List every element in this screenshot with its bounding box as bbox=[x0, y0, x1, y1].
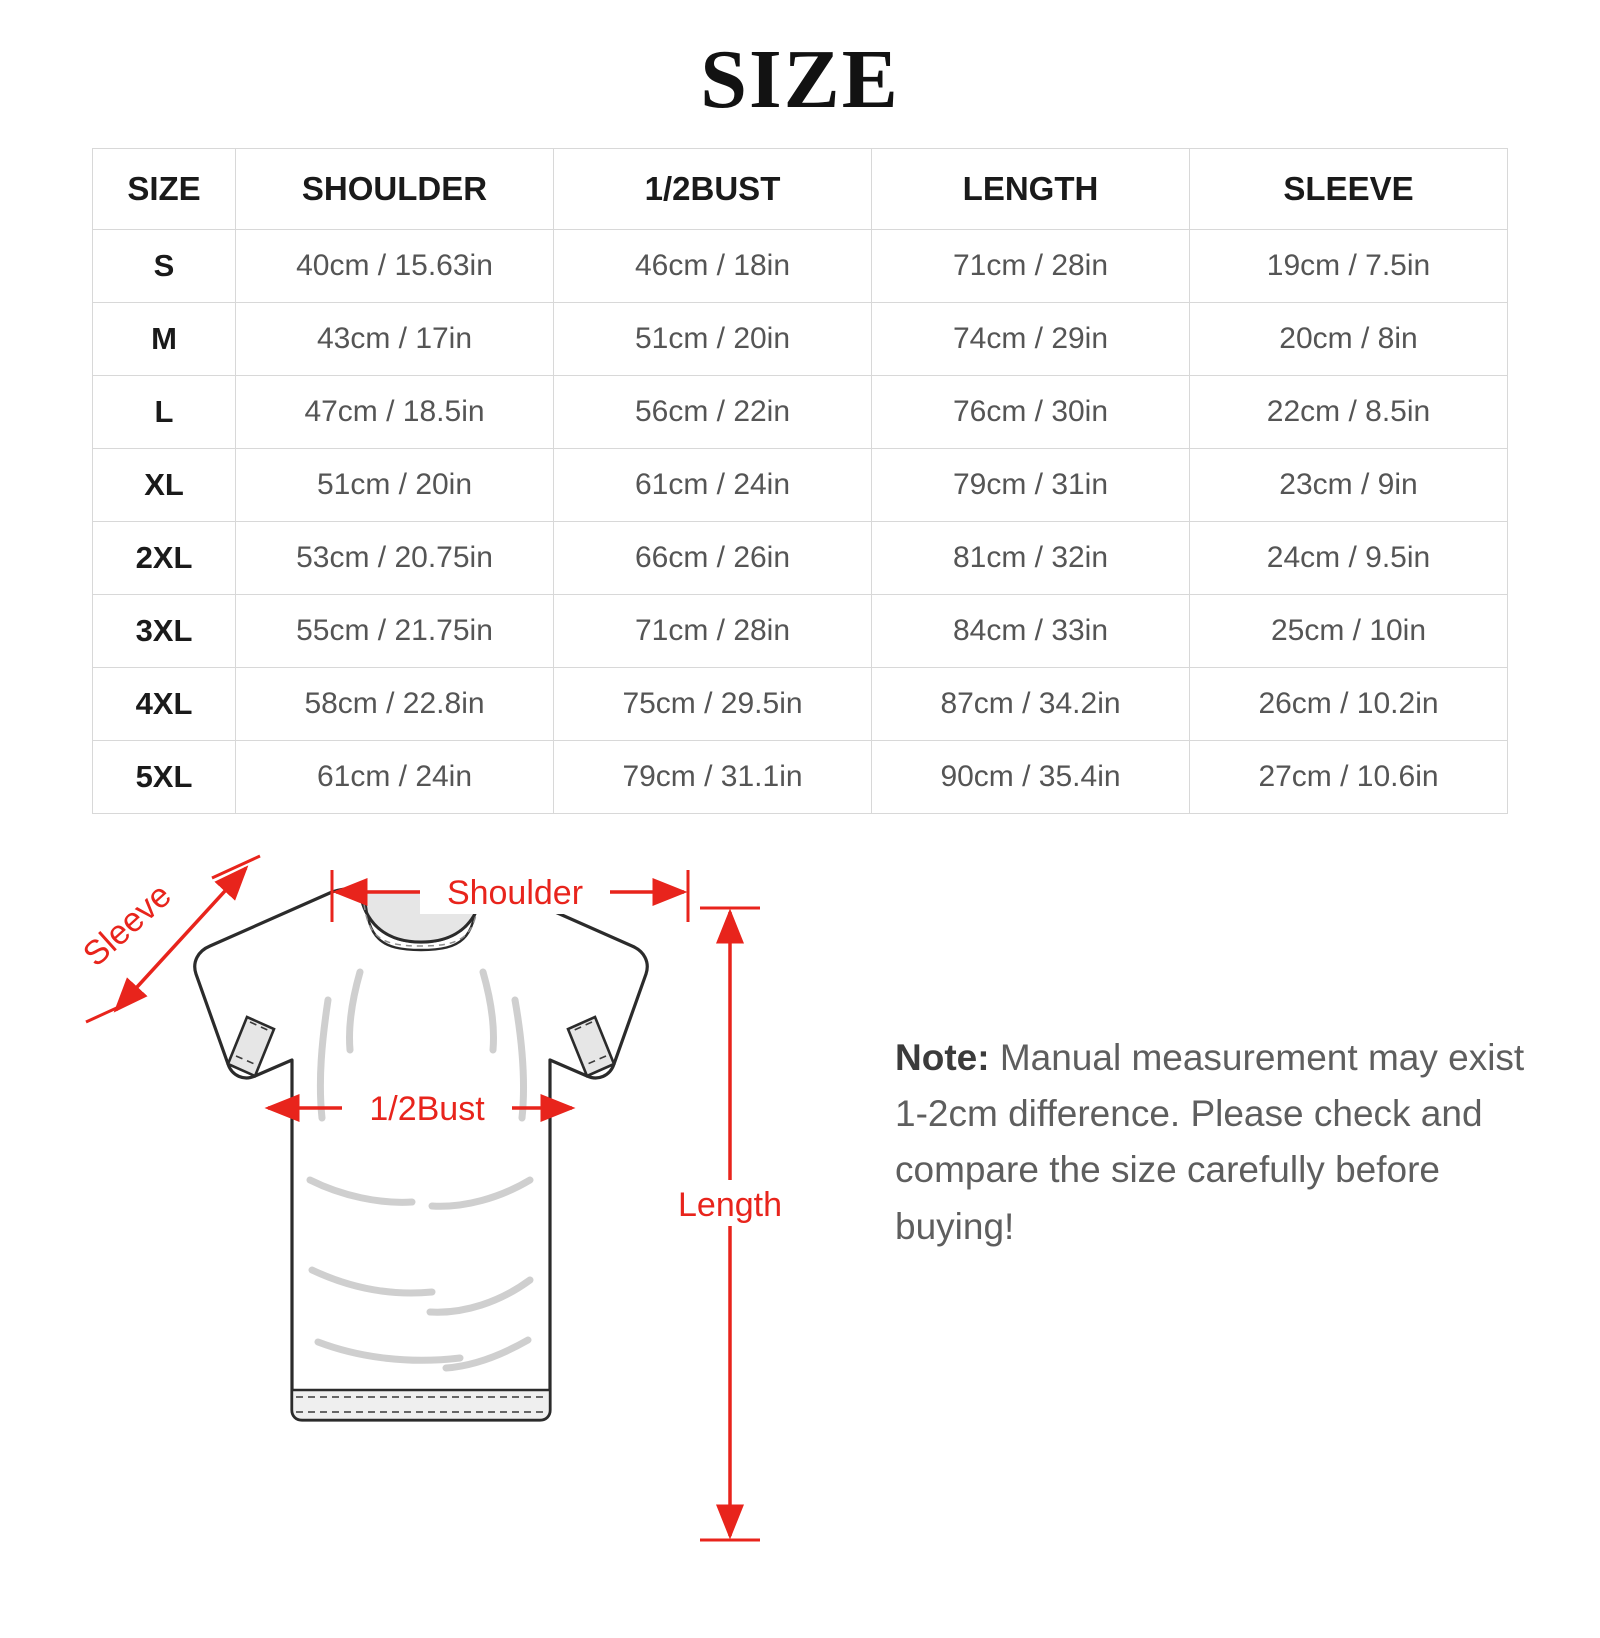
cell-size: M bbox=[93, 303, 236, 376]
label-shoulder: Shoulder bbox=[446, 874, 584, 912]
cell-sleeve: 20cm / 8in bbox=[1190, 303, 1508, 376]
size-chart-table bbox=[92, 148, 1508, 814]
cell-bust: 79cm / 31.1in bbox=[554, 741, 872, 814]
cell-bust: 66cm / 26in bbox=[554, 522, 872, 595]
column-header-sleeve: SLEEVE bbox=[1190, 149, 1508, 230]
table-row bbox=[93, 376, 1508, 449]
table-header-row bbox=[93, 149, 1508, 230]
cell-shoulder: 55cm / 21.75in bbox=[236, 595, 554, 668]
cell-shoulder: 40cm / 15.63in bbox=[236, 230, 554, 303]
cell-sleeve: 27cm / 10.6in bbox=[1190, 741, 1508, 814]
cell-size: L bbox=[93, 376, 236, 449]
cell-length: 87cm / 34.2in bbox=[872, 668, 1190, 741]
table-row bbox=[93, 522, 1508, 595]
tshirt-diagram bbox=[60, 850, 860, 1570]
shirt-outline bbox=[195, 889, 647, 1420]
cell-shoulder: 47cm / 18.5in bbox=[236, 376, 554, 449]
table-row bbox=[93, 303, 1508, 376]
note-label: Note: bbox=[895, 1037, 990, 1078]
table-row bbox=[93, 595, 1508, 668]
cell-sleeve: 24cm / 9.5in bbox=[1190, 522, 1508, 595]
cell-bust: 56cm / 22in bbox=[554, 376, 872, 449]
column-header-size: SIZE bbox=[93, 149, 236, 230]
cell-sleeve: 22cm / 8.5in bbox=[1190, 376, 1508, 449]
cell-sleeve: 19cm / 7.5in bbox=[1190, 230, 1508, 303]
page-title: SIZE bbox=[700, 33, 900, 126]
cell-length: 76cm / 30in bbox=[872, 376, 1190, 449]
label-length: Length bbox=[678, 1186, 782, 1224]
cell-size: 2XL bbox=[93, 522, 236, 595]
cell-size: XL bbox=[93, 449, 236, 522]
cell-bust: 46cm / 18in bbox=[554, 230, 872, 303]
cell-sleeve: 26cm / 10.2in bbox=[1190, 668, 1508, 741]
measurement-diagram-section bbox=[0, 850, 1600, 1570]
cell-sleeve: 23cm / 9in bbox=[1190, 449, 1508, 522]
cell-length: 79cm / 31in bbox=[872, 449, 1190, 522]
table-row bbox=[93, 230, 1508, 303]
cell-shoulder: 43cm / 17in bbox=[236, 303, 554, 376]
cell-bust: 51cm / 20in bbox=[554, 303, 872, 376]
table-row bbox=[93, 668, 1508, 741]
cell-shoulder: 61cm / 24in bbox=[236, 741, 554, 814]
cell-size: 5XL bbox=[93, 741, 236, 814]
length-dimension bbox=[670, 908, 790, 1540]
cell-length: 71cm / 28in bbox=[872, 230, 1190, 303]
label-sleeve: Sleeve bbox=[75, 876, 179, 974]
table-row bbox=[93, 449, 1508, 522]
cell-size: 3XL bbox=[93, 595, 236, 668]
column-header-bust: 1/2BUST bbox=[554, 149, 872, 230]
column-header-shoulder: SHOULDER bbox=[236, 149, 554, 230]
cell-length: 90cm / 35.4in bbox=[872, 741, 1190, 814]
note-block bbox=[895, 1030, 1535, 1255]
label-bust: 1/2Bust bbox=[369, 1090, 485, 1128]
cell-size: 4XL bbox=[93, 668, 236, 741]
table-row bbox=[93, 741, 1508, 814]
cell-length: 81cm / 32in bbox=[872, 522, 1190, 595]
column-header-length: LENGTH bbox=[872, 149, 1190, 230]
cell-length: 84cm / 33in bbox=[872, 595, 1190, 668]
cell-size: S bbox=[93, 230, 236, 303]
cell-length: 74cm / 29in bbox=[872, 303, 1190, 376]
cell-bust: 75cm / 29.5in bbox=[554, 668, 872, 741]
cell-shoulder: 51cm / 20in bbox=[236, 449, 554, 522]
cell-bust: 61cm / 24in bbox=[554, 449, 872, 522]
cell-shoulder: 53cm / 20.75in bbox=[236, 522, 554, 595]
cell-sleeve: 25cm / 10in bbox=[1190, 595, 1508, 668]
cell-shoulder: 58cm / 22.8in bbox=[236, 668, 554, 741]
note-text: Manual measurement may exist 1-2cm difference. Please check and compare the size carefully before buying! bbox=[895, 1037, 1525, 1247]
cell-bust: 71cm / 28in bbox=[554, 595, 872, 668]
